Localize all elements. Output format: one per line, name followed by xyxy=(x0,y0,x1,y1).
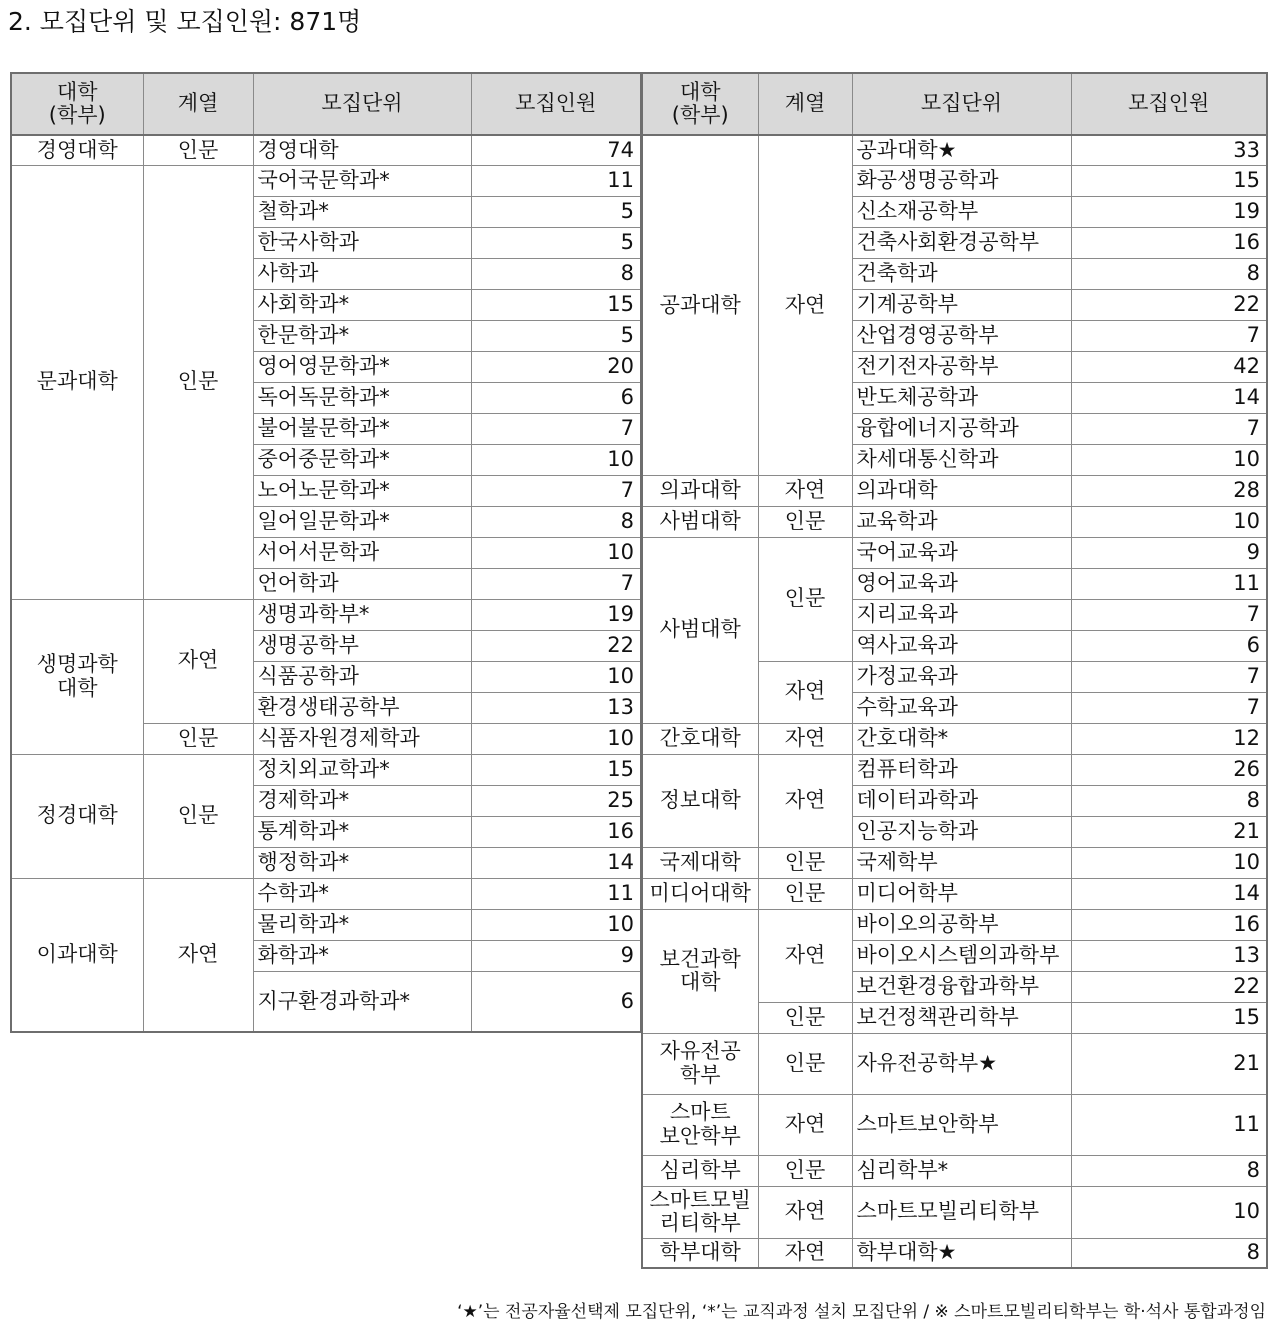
unit-cell: 환경생태공학부 xyxy=(253,692,471,723)
count-cell: 10 xyxy=(471,537,641,568)
unit-cell: 불어불문학과* xyxy=(253,413,471,444)
track-cell: 자연 xyxy=(758,661,852,723)
table-row xyxy=(642,909,1267,940)
track-cell: 자연 xyxy=(758,135,852,475)
college-cell: 스마트모빌 리티학부 xyxy=(642,1186,758,1238)
track-cell: 자연 xyxy=(758,754,852,847)
table-row xyxy=(642,1186,1267,1238)
count-cell: 21 xyxy=(1071,816,1267,847)
track-cell: 자연 xyxy=(143,599,253,723)
track-cell: 인문 xyxy=(143,165,253,599)
count-cell: 16 xyxy=(1071,909,1267,940)
unit-cell: 건축사회환경공학부 xyxy=(852,227,1071,258)
header-row xyxy=(642,73,1267,135)
count-cell: 11 xyxy=(1071,568,1267,599)
header-track: 계열 xyxy=(143,73,253,135)
track-cell: 인문 xyxy=(143,135,253,165)
unit-cell: 미디어학부 xyxy=(852,878,1071,909)
unit-cell: 산업경영공학부 xyxy=(852,320,1071,351)
college-cell: 간호대학 xyxy=(642,723,758,754)
count-cell: 10 xyxy=(1071,1186,1267,1238)
table-row xyxy=(642,475,1267,506)
unit-cell: 전기전자공학부 xyxy=(852,351,1071,382)
track-cell: 인문 xyxy=(758,1033,852,1094)
unit-cell: 언어학과 xyxy=(253,568,471,599)
table-row xyxy=(11,878,641,909)
header-row xyxy=(11,73,641,135)
unit-cell: 물리학과* xyxy=(253,909,471,940)
unit-cell: 경영대학 xyxy=(253,135,471,165)
count-cell: 12 xyxy=(1071,723,1267,754)
unit-cell: 노어노문학과* xyxy=(253,475,471,506)
count-cell: 8 xyxy=(471,506,641,537)
unit-cell: 화공생명공학과 xyxy=(852,165,1071,196)
unit-cell: 독어독문학과* xyxy=(253,382,471,413)
count-cell: 19 xyxy=(1071,196,1267,227)
count-cell: 5 xyxy=(471,320,641,351)
unit-cell: 지구환경과학과* xyxy=(253,971,471,1032)
table-row xyxy=(11,599,641,630)
track-cell: 인문 xyxy=(758,506,852,537)
count-cell: 7 xyxy=(471,568,641,599)
count-cell: 7 xyxy=(471,475,641,506)
count-cell: 10 xyxy=(471,444,641,475)
count-cell: 33 xyxy=(1071,135,1267,165)
unit-cell: 국어국문학과* xyxy=(253,165,471,196)
count-cell: 15 xyxy=(471,289,641,320)
unit-cell: 학부대학★ xyxy=(852,1238,1071,1268)
unit-cell: 인공지능학과 xyxy=(852,816,1071,847)
count-cell: 14 xyxy=(1071,382,1267,413)
count-cell: 14 xyxy=(1071,878,1267,909)
unit-cell: 사회학과* xyxy=(253,289,471,320)
count-cell: 5 xyxy=(471,227,641,258)
track-cell: 인문 xyxy=(758,1002,852,1033)
table-row xyxy=(642,754,1267,785)
unit-cell: 기계공학부 xyxy=(852,289,1071,320)
table-row xyxy=(642,723,1267,754)
track-cell: 자연 xyxy=(758,475,852,506)
unit-cell: 스마트보안학부 xyxy=(852,1094,1071,1155)
unit-cell: 컴퓨터학과 xyxy=(852,754,1071,785)
college-cell: 스마트 보안학부 xyxy=(642,1094,758,1155)
table-row xyxy=(642,847,1267,878)
count-cell: 10 xyxy=(1071,506,1267,537)
count-cell: 28 xyxy=(1071,475,1267,506)
college-cell: 보건과학 대학 xyxy=(642,909,758,1033)
unit-cell: 서어서문학과 xyxy=(253,537,471,568)
page-title: 2. 모집단위 및 모집인원: 871명 xyxy=(8,7,362,36)
count-cell: 8 xyxy=(1071,1155,1267,1186)
header-college: 대학 (학부) xyxy=(11,73,143,135)
right-admissions-table xyxy=(641,72,1268,1269)
unit-cell: 화학과* xyxy=(253,940,471,971)
count-cell: 7 xyxy=(1071,413,1267,444)
unit-cell: 융합에너지공학과 xyxy=(852,413,1071,444)
college-cell: 생명과학 대학 xyxy=(11,599,143,754)
count-cell: 26 xyxy=(1071,754,1267,785)
count-cell: 10 xyxy=(471,661,641,692)
unit-cell: 일어일문학과* xyxy=(253,506,471,537)
header-unit: 모집단위 xyxy=(253,73,471,135)
count-cell: 74 xyxy=(471,135,641,165)
unit-cell: 간호대학* xyxy=(852,723,1071,754)
college-cell: 사범대학 xyxy=(642,537,758,723)
table-row xyxy=(11,135,641,165)
count-cell: 9 xyxy=(1071,537,1267,568)
count-cell: 8 xyxy=(1071,785,1267,816)
header-unit: 모집단위 xyxy=(852,73,1071,135)
count-cell: 8 xyxy=(1071,1238,1267,1268)
count-cell: 22 xyxy=(1071,289,1267,320)
count-cell: 13 xyxy=(471,692,641,723)
unit-cell: 수학교육과 xyxy=(852,692,1071,723)
table-row xyxy=(642,1155,1267,1186)
unit-cell: 건축학과 xyxy=(852,258,1071,289)
unit-cell: 영어교육과 xyxy=(852,568,1071,599)
college-cell: 미디어대학 xyxy=(642,878,758,909)
count-cell: 9 xyxy=(471,940,641,971)
unit-cell: 식품자원경제학과 xyxy=(253,723,471,754)
college-cell: 이과대학 xyxy=(11,878,143,1032)
college-cell: 정보대학 xyxy=(642,754,758,847)
unit-cell: 반도체공학과 xyxy=(852,382,1071,413)
table-row xyxy=(642,135,1267,165)
count-cell: 19 xyxy=(471,599,641,630)
count-cell: 10 xyxy=(1071,847,1267,878)
track-cell: 자연 xyxy=(758,1094,852,1155)
unit-cell: 식품공학과 xyxy=(253,661,471,692)
table-row xyxy=(642,1238,1267,1268)
table-row xyxy=(642,537,1267,568)
unit-cell: 철학과* xyxy=(253,196,471,227)
unit-cell: 데이터과학과 xyxy=(852,785,1071,816)
count-cell: 7 xyxy=(1071,692,1267,723)
unit-cell: 자유전공학부★ xyxy=(852,1033,1071,1094)
count-cell: 8 xyxy=(471,258,641,289)
unit-cell: 영어영문학과* xyxy=(253,351,471,382)
count-cell: 14 xyxy=(471,847,641,878)
track-cell: 자연 xyxy=(758,909,852,1002)
count-cell: 11 xyxy=(471,878,641,909)
track-cell: 인문 xyxy=(143,723,253,754)
header-track: 계열 xyxy=(758,73,852,135)
unit-cell: 통계학과* xyxy=(253,816,471,847)
count-cell: 15 xyxy=(471,754,641,785)
college-cell: 학부대학 xyxy=(642,1238,758,1268)
count-cell: 42 xyxy=(1071,351,1267,382)
count-cell: 15 xyxy=(1071,1002,1267,1033)
count-cell: 7 xyxy=(1071,320,1267,351)
count-cell: 6 xyxy=(1071,630,1267,661)
count-cell: 22 xyxy=(1071,971,1267,1002)
unit-cell: 교육학과 xyxy=(852,506,1071,537)
count-cell: 16 xyxy=(471,816,641,847)
header-count: 모집인원 xyxy=(1071,73,1267,135)
unit-cell: 바이오시스템의과학부 xyxy=(852,940,1071,971)
header-college: 대학 (학부) xyxy=(642,73,758,135)
count-cell: 6 xyxy=(471,382,641,413)
unit-cell: 국어교육과 xyxy=(852,537,1071,568)
unit-cell: 보건정책관리학부 xyxy=(852,1002,1071,1033)
count-cell: 7 xyxy=(1071,661,1267,692)
table-row xyxy=(642,1094,1267,1155)
unit-cell: 의과대학 xyxy=(852,475,1071,506)
track-cell: 자연 xyxy=(758,1186,852,1238)
left-admissions-table xyxy=(10,72,642,1033)
college-cell: 문과대학 xyxy=(11,165,143,599)
count-cell: 20 xyxy=(471,351,641,382)
count-cell: 25 xyxy=(471,785,641,816)
table-row xyxy=(11,165,641,196)
unit-cell: 스마트모빌리티학부 xyxy=(852,1186,1071,1238)
unit-cell: 중어중문학과* xyxy=(253,444,471,475)
college-cell: 심리학부 xyxy=(642,1155,758,1186)
table-row xyxy=(642,506,1267,537)
unit-cell: 생명공학부 xyxy=(253,630,471,661)
college-cell: 정경대학 xyxy=(11,754,143,878)
unit-cell: 행정학과* xyxy=(253,847,471,878)
footnote: ‘★’는 전공자율선택제 모집단위, ‘*’는 교직과정 설치 모집단위 / ※ 스마트모빌리티학부는 학·석사 통합과정임 xyxy=(457,1302,1266,1322)
unit-cell: 지리교육과 xyxy=(852,599,1071,630)
unit-cell: 심리학부* xyxy=(852,1155,1071,1186)
track-cell: 인문 xyxy=(758,537,852,661)
count-cell: 6 xyxy=(471,971,641,1032)
table-row xyxy=(642,878,1267,909)
unit-cell: 수학과* xyxy=(253,878,471,909)
unit-cell: 한국사학과 xyxy=(253,227,471,258)
unit-cell: 바이오의공학부 xyxy=(852,909,1071,940)
unit-cell: 정치외교학과* xyxy=(253,754,471,785)
track-cell: 자연 xyxy=(143,878,253,1032)
track-cell: 인문 xyxy=(758,847,852,878)
unit-cell: 한문학과* xyxy=(253,320,471,351)
track-cell: 인문 xyxy=(143,754,253,878)
college-cell: 의과대학 xyxy=(642,475,758,506)
track-cell: 자연 xyxy=(758,723,852,754)
track-cell: 인문 xyxy=(758,1155,852,1186)
count-cell: 7 xyxy=(471,413,641,444)
unit-cell: 경제학과* xyxy=(253,785,471,816)
count-cell: 7 xyxy=(1071,599,1267,630)
college-cell: 국제대학 xyxy=(642,847,758,878)
unit-cell: 신소재공학부 xyxy=(852,196,1071,227)
unit-cell: 역사교육과 xyxy=(852,630,1071,661)
count-cell: 21 xyxy=(1071,1033,1267,1094)
unit-cell: 보건환경융합과학부 xyxy=(852,971,1071,1002)
count-cell: 10 xyxy=(471,909,641,940)
track-cell: 인문 xyxy=(758,878,852,909)
unit-cell: 가정교육과 xyxy=(852,661,1071,692)
college-cell: 사범대학 xyxy=(642,506,758,537)
header-count: 모집인원 xyxy=(471,73,641,135)
unit-cell: 차세대통신학과 xyxy=(852,444,1071,475)
table-row xyxy=(11,754,641,785)
count-cell: 13 xyxy=(1071,940,1267,971)
count-cell: 16 xyxy=(1071,227,1267,258)
unit-cell: 사학과 xyxy=(253,258,471,289)
count-cell: 11 xyxy=(471,165,641,196)
count-cell: 22 xyxy=(471,630,641,661)
unit-cell: 공과대학★ xyxy=(852,135,1071,165)
unit-cell: 생명과학부* xyxy=(253,599,471,630)
table-row xyxy=(642,1033,1267,1094)
count-cell: 8 xyxy=(1071,258,1267,289)
unit-cell: 국제학부 xyxy=(852,847,1071,878)
college-cell: 자유전공 학부 xyxy=(642,1033,758,1094)
count-cell: 5 xyxy=(471,196,641,227)
count-cell: 10 xyxy=(1071,444,1267,475)
count-cell: 11 xyxy=(1071,1094,1267,1155)
count-cell: 10 xyxy=(471,723,641,754)
college-cell: 경영대학 xyxy=(11,135,143,165)
count-cell: 15 xyxy=(1071,165,1267,196)
college-cell: 공과대학 xyxy=(642,135,758,475)
track-cell: 자연 xyxy=(758,1238,852,1268)
